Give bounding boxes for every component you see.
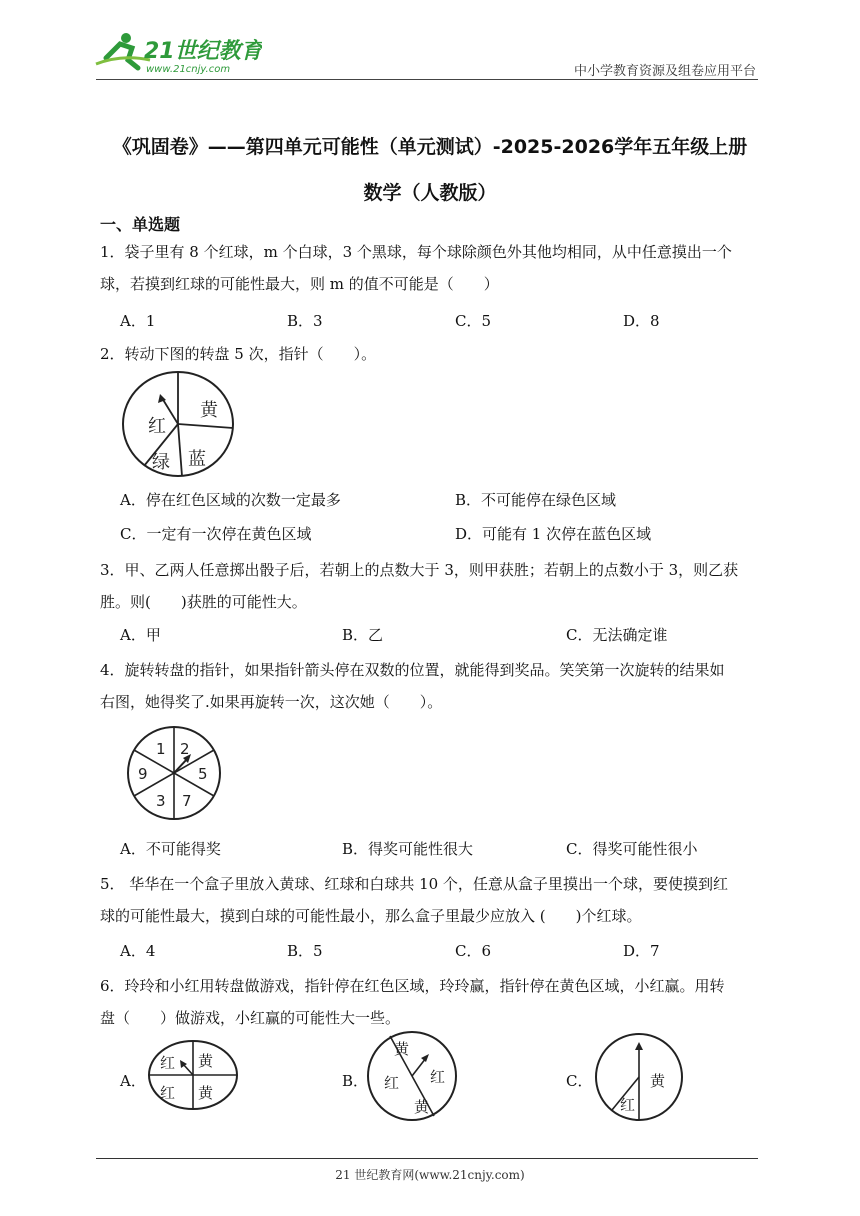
question-6-line1: 6．玲玲和小红用转盘做游戏，指针停在红色区域，玲玲赢，指针停在黄色区域，小红赢。用转 <box>100 977 725 995</box>
q1-option-d[interactable]: D．8 <box>623 312 660 330</box>
question-4-line2: 右图，她得奖了.如果再旋转一次，这次她（ ）。 <box>100 693 443 711</box>
question-2-line1: 2．转动下图的转盘 5 次，指针（ ）。 <box>100 345 377 363</box>
q6-spinner-a <box>146 1038 240 1116</box>
question-5-line2: 球的可能性最大，摸到白球的可能性最小，那么盒子里最少应放入 ( )个红球。 <box>100 907 642 925</box>
q6-spinner-b <box>364 1030 460 1126</box>
q6c-label-2: 红 <box>620 1096 636 1114</box>
q3-option-a[interactable]: A．甲 <box>120 626 161 644</box>
q1-option-c[interactable]: C．5 <box>455 312 492 330</box>
q2-label-blue: 蓝 <box>188 449 206 470</box>
q4-option-c[interactable]: C．得奖可能性很小 <box>566 840 698 858</box>
q6b-label-3: 红 <box>384 1074 400 1092</box>
q5-option-d[interactable]: D．7 <box>623 942 660 960</box>
q6-option-b[interactable]: B． <box>342 1072 369 1090</box>
q5-option-b[interactable]: B．5 <box>287 942 323 960</box>
section-heading: 一、单选题 <box>100 215 181 234</box>
question-4-line1: 4．旋转转盘的指针，如果指针箭头停在双数的位置，就能得到奖品。笑笑第一次旋转的结果如 <box>100 661 725 679</box>
q4-label-2: 2 <box>180 740 190 758</box>
q5-option-a[interactable]: A．4 <box>120 942 156 960</box>
q6b-label-4: 黄 <box>414 1098 430 1116</box>
question-1-line1: 1．袋子里有 8 个红球，m 个白球，3 个黑球，每个球除颜色外其他均相同，从中任意摸出一个 <box>100 243 732 261</box>
question-5-line1: 5． 华华在一个盒子里放入黄球、红球和白球共 10 个，任意从盒子里摸出一个球，要使摸到红 <box>100 875 728 893</box>
logo-text: 21世纪教育 <box>144 39 262 64</box>
q3-option-b[interactable]: B．乙 <box>342 626 384 644</box>
page-title-line2: 数学（人教版） <box>363 182 497 204</box>
q6-spinner-c <box>592 1032 686 1126</box>
q2-label-red: 红 <box>148 416 166 437</box>
q6a-label-3: 红 <box>160 1084 176 1102</box>
question-1-line2: 球，若摸到红球的可能性最大，则 m 的值不可能是（ ） <box>100 275 499 293</box>
q6a-label-2: 黄 <box>198 1052 214 1070</box>
q4-spinner <box>124 724 224 826</box>
q4-label-3: 3 <box>156 792 166 810</box>
q2-option-c[interactable]: C．一定有一次停在黄色区域 <box>120 525 312 543</box>
header-divider <box>96 79 758 80</box>
q4-label-9: 9 <box>138 765 148 783</box>
q4-option-a[interactable]: A．不可能得奖 <box>120 840 221 858</box>
q2-option-d[interactable]: D．可能有 1 次停在蓝色区域 <box>455 525 652 543</box>
q5-option-c[interactable]: C．6 <box>455 942 492 960</box>
q3-option-c[interactable]: C．无法确定谁 <box>566 626 668 644</box>
page-title-line1: 《巩固卷》——第四单元可能性（单元测试）-2025-2026学年五年级上册 <box>112 136 748 158</box>
question-6-line2: 盘（ ）做游戏，小红赢的可能性大一些。 <box>100 1009 401 1027</box>
q6a-label-1: 红 <box>160 1054 176 1072</box>
question-3-line1: 3．甲、乙两人任意掷出骰子后，若朝上的点数大于 3，则甲获胜；若朝上的点数小于 3，则乙获 <box>100 561 739 579</box>
question-3-line2: 胜。则( )获胜的可能性大。 <box>100 593 307 611</box>
q1-option-b[interactable]: B．3 <box>287 312 323 330</box>
q6b-label-2: 红 <box>430 1068 446 1086</box>
q6-option-a[interactable]: A． <box>120 1072 146 1090</box>
q2-spinner <box>120 370 240 484</box>
footer-text: 21 世纪教育网(www.21cnjy.com) <box>335 1168 525 1182</box>
q1-option-a[interactable]: A．1 <box>120 312 156 330</box>
q4-option-b[interactable]: B．得奖可能性很大 <box>342 840 474 858</box>
q4-label-1: 1 <box>156 740 166 758</box>
q2-label-green: 绿 <box>152 452 170 473</box>
q6a-label-4: 黄 <box>198 1084 214 1102</box>
q4-label-7: 7 <box>182 792 192 810</box>
header-platform-text: 中小学教育资源及组卷应用平台 <box>573 64 756 79</box>
q2-option-a[interactable]: A．停在红色区域的次数一定最多 <box>120 491 341 509</box>
logo-url: www.21cnjy.com <box>146 64 231 75</box>
site-logo <box>92 30 262 80</box>
q6c-label-1: 黄 <box>650 1072 666 1090</box>
q2-option-b[interactable]: B．不可能停在绿色区域 <box>455 491 617 509</box>
q2-label-yellow: 黄 <box>200 400 218 421</box>
q4-label-5: 5 <box>198 765 208 783</box>
footer-divider <box>96 1158 758 1159</box>
q6b-label-1: 黄 <box>394 1040 410 1058</box>
q6-option-c[interactable]: C． <box>566 1072 593 1090</box>
